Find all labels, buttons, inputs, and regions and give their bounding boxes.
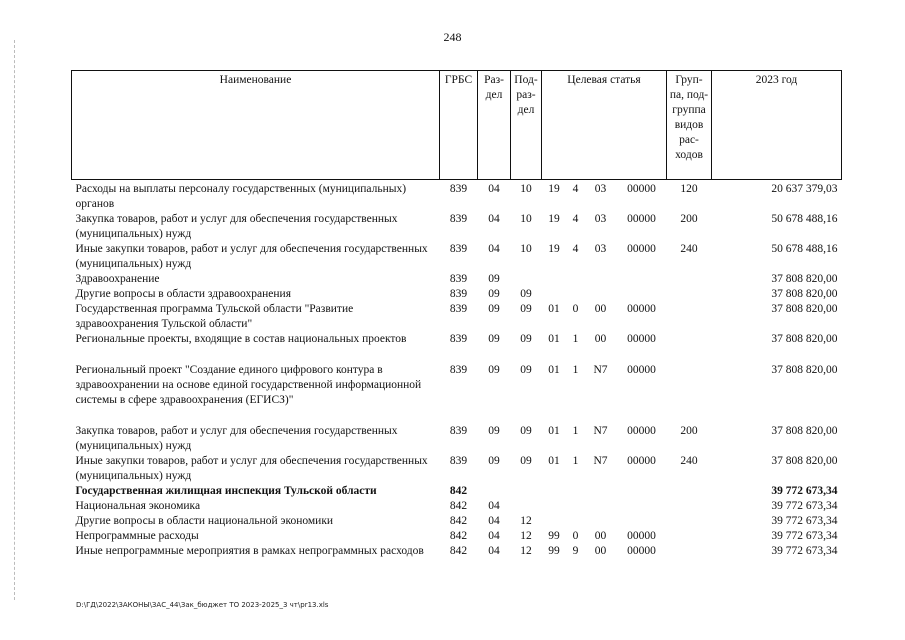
row-razdel: 04 xyxy=(478,180,511,213)
row-target-event: N7 xyxy=(593,455,608,467)
row-target-subprogram xyxy=(567,499,585,514)
row-amount: 39 772 673,34 xyxy=(771,500,838,512)
table-row xyxy=(72,180,842,213)
row-name: Расходы на выплаты персоналу государственных (муниципальных) органов xyxy=(72,180,440,213)
table-row xyxy=(72,529,842,544)
row-name: Непрограммные расходы xyxy=(75,530,199,542)
row-target-subprogram: 4 xyxy=(572,213,579,225)
row-podrazdel: 09 xyxy=(520,364,532,376)
row-expense-group: 120 xyxy=(667,180,712,213)
row-razdel: 09 xyxy=(488,303,500,315)
row-target-program xyxy=(542,484,567,499)
row-target-subprogram: 1 xyxy=(572,333,579,345)
row-razdel: 04 xyxy=(488,530,500,542)
row-target-program: 19 xyxy=(542,180,567,213)
row-target-event xyxy=(585,514,617,529)
table-row xyxy=(72,287,842,302)
row-podrazdel: 10 xyxy=(511,180,542,213)
row-name: Закупка товаров, работ и услуг для обеспечения государственных (муниципальных) нужд xyxy=(75,213,398,240)
table-row xyxy=(72,484,842,499)
row-amount: 50 678 488,16 xyxy=(771,213,838,225)
row-amount: 39 772 673,34 xyxy=(771,485,838,497)
row-name: Иные закупки товаров, работ и услуг для обеспечения государственных (муниципальных) нужд xyxy=(75,243,428,270)
row-target-event xyxy=(585,499,617,514)
row-target-code: 00000 xyxy=(627,425,656,437)
row-amount: 37 808 820,00 xyxy=(771,273,838,285)
row-podrazdel: 09 xyxy=(520,425,532,437)
header-grbs: ГРБС xyxy=(440,71,478,180)
header-group-line: группа xyxy=(672,104,706,116)
row-podrazdel: 12 xyxy=(520,545,532,557)
row-razdel: 04 xyxy=(488,515,500,527)
header-podrazdel-line: Под- xyxy=(514,74,538,86)
row-podrazdel: 12 xyxy=(520,530,532,542)
row-target-code: 00000 xyxy=(627,243,656,255)
row-podrazdel xyxy=(511,499,542,514)
row-razdel: 04 xyxy=(488,213,500,225)
row-name: Закупка товаров, работ и услуг для обеспечения государственных (муниципальных) нужд xyxy=(75,425,398,452)
row-name: Иные непрограммные мероприятия в рамках непрограммных расходов xyxy=(75,545,424,557)
table-row xyxy=(72,272,842,287)
row-target-event: N7 xyxy=(593,425,608,437)
margin-marks xyxy=(14,40,17,600)
header-row xyxy=(72,71,842,180)
row-target-program: 01 xyxy=(548,364,560,376)
row-grbs: 842 xyxy=(449,500,468,512)
row-name: Здравоохранение xyxy=(75,273,160,285)
row-grbs: 839 xyxy=(449,288,468,300)
row-amount: 37 808 820,00 xyxy=(771,333,838,345)
row-grbs: 839 xyxy=(449,273,468,285)
header-group-line: видов xyxy=(674,119,704,131)
row-grbs: 839 xyxy=(449,364,468,376)
row-name: Государственная программа Тульской области "Развитие здравоохранения Тульской области" xyxy=(75,303,354,330)
header-razdel xyxy=(478,71,511,180)
row-target-event xyxy=(585,287,617,302)
row-podrazdel xyxy=(511,484,542,499)
row-amount: 37 808 820,00 xyxy=(771,303,838,315)
row-target-code xyxy=(617,272,667,287)
table-row xyxy=(72,302,842,332)
header-group-line: Груп- xyxy=(675,74,703,86)
row-target-code: 00000 xyxy=(627,530,656,542)
row-expense-group xyxy=(667,302,712,332)
row-expense-group xyxy=(667,363,712,424)
row-razdel: 04 xyxy=(488,243,500,255)
row-target-subprogram: 4 xyxy=(567,180,585,213)
row-podrazdel: 09 xyxy=(520,303,532,315)
row-grbs: 839 xyxy=(449,213,468,225)
row-razdel: 09 xyxy=(488,425,500,437)
header-expense-group xyxy=(667,71,712,180)
row-target-subprogram xyxy=(567,514,585,529)
row-expense-group xyxy=(667,529,712,544)
row-expense-group xyxy=(667,484,712,499)
row-expense-group xyxy=(667,332,712,363)
header-podrazdel-line: раз- xyxy=(516,89,536,101)
file-path-footer: D:\ГД\2022\ЗАКОНЫ\ЗАС_44\Зак_бюджет ТО 2023-2025_3 чт\pr13.xls xyxy=(76,601,329,609)
row-target-program: 19 xyxy=(548,213,560,225)
row-target-subprogram: 0 xyxy=(572,303,579,315)
row-podrazdel: 09 xyxy=(520,288,532,300)
row-target-subprogram xyxy=(567,272,585,287)
row-expense-group: 200 xyxy=(680,425,698,437)
row-target-event: 03 xyxy=(585,180,617,213)
row-target-subprogram: 4 xyxy=(572,243,579,255)
row-expense-group: 240 xyxy=(680,243,698,255)
row-expense-group: 200 xyxy=(680,213,698,225)
row-target-code: 00000 xyxy=(617,180,667,213)
row-name: Региональные проекты, входящие в состав национальных проектов xyxy=(75,333,407,345)
row-amount: 37 808 820,00 xyxy=(771,288,838,300)
row-amount: 37 808 820,00 xyxy=(771,455,838,467)
row-target-event: N7 xyxy=(593,364,608,376)
header-target-article: Целевая статья xyxy=(542,71,667,180)
row-amount: 37 808 820,00 xyxy=(771,364,838,376)
row-target-program xyxy=(542,287,567,302)
row-target-program xyxy=(542,514,567,529)
row-expense-group xyxy=(667,544,712,559)
row-target-program: 01 xyxy=(548,425,560,437)
row-expense-group xyxy=(667,514,712,529)
row-podrazdel: 09 xyxy=(520,455,532,467)
row-name: Национальная экономика xyxy=(75,500,201,512)
row-target-event: 03 xyxy=(594,213,607,225)
row-target-event xyxy=(585,272,617,287)
row-amount: 50 678 488,16 xyxy=(771,243,838,255)
header-razdel-line: Раз- xyxy=(484,74,504,86)
row-grbs: 842 xyxy=(449,545,468,557)
row-razdel: 09 xyxy=(488,455,500,467)
table-row xyxy=(72,454,842,484)
row-target-code: 00000 xyxy=(627,455,656,467)
row-grbs: 839 xyxy=(440,180,478,213)
row-amount: 37 808 820,00 xyxy=(771,425,838,437)
row-target-code xyxy=(617,514,667,529)
row-name: Региональный проект "Создание единого цифрового контура в здравоохранении на основе единой государственной информационной системы в сфере здравоохранения (ЕГИСЗ)" xyxy=(75,364,422,406)
row-target-code: 00000 xyxy=(627,333,656,345)
row-target-subprogram: 1 xyxy=(572,455,579,467)
row-target-event: 00 xyxy=(594,545,607,557)
table-row xyxy=(72,514,842,529)
row-amount: 20 637 379,03 xyxy=(712,180,842,213)
row-target-code xyxy=(617,484,667,499)
row-name: Иные закупки товаров, работ и услуг для обеспечения государственных (муниципальных) нужд xyxy=(75,455,428,482)
row-target-subprogram xyxy=(567,287,585,302)
row-grbs: 842 xyxy=(449,485,468,497)
row-target-program: 01 xyxy=(548,455,560,467)
row-grbs: 839 xyxy=(449,243,468,255)
row-target-subprogram xyxy=(567,484,585,499)
budget-table xyxy=(71,70,842,559)
header-razdel-line: дел xyxy=(485,89,503,101)
row-target-event: 03 xyxy=(594,243,607,255)
row-grbs: 839 xyxy=(449,333,468,345)
header-podrazdel xyxy=(511,71,542,180)
row-target-program: 01 xyxy=(548,303,560,315)
row-target-subprogram: 1 xyxy=(572,364,579,376)
row-amount: 39 772 673,34 xyxy=(771,530,838,542)
row-target-code xyxy=(617,499,667,514)
row-amount: 39 772 673,34 xyxy=(771,515,838,527)
row-razdel: 09 xyxy=(488,273,500,285)
table-row xyxy=(72,424,842,454)
row-target-event: 00 xyxy=(594,303,607,315)
row-target-subprogram: 0 xyxy=(572,530,579,542)
row-target-event: 00 xyxy=(594,530,607,542)
row-target-event: 00 xyxy=(594,333,607,345)
header-group-line: па, под- xyxy=(669,89,709,101)
row-target-program: 99 xyxy=(548,545,560,557)
row-expense-group xyxy=(667,272,712,287)
row-target-code: 00000 xyxy=(627,213,656,225)
table-row xyxy=(72,499,842,514)
table-row xyxy=(72,212,842,242)
row-razdel: 09 xyxy=(488,364,500,376)
row-podrazdel: 09 xyxy=(520,333,532,345)
row-razdel xyxy=(478,484,511,499)
row-target-code: 00000 xyxy=(627,303,656,315)
row-grbs: 839 xyxy=(449,425,468,437)
row-podrazdel: 12 xyxy=(520,515,532,527)
row-name: Государственная жилищная инспекция Тульской области xyxy=(75,485,377,497)
row-name: Другие вопросы в области национальной экономики xyxy=(75,515,334,527)
row-expense-group xyxy=(667,499,712,514)
row-target-subprogram: 9 xyxy=(572,545,579,557)
row-razdel: 04 xyxy=(488,500,500,512)
row-expense-group: 240 xyxy=(680,455,698,467)
row-razdel: 04 xyxy=(488,545,500,557)
row-target-code: 00000 xyxy=(627,545,656,557)
header-group-line: рас- xyxy=(679,134,699,146)
row-target-program xyxy=(542,499,567,514)
row-target-subprogram: 1 xyxy=(572,425,579,437)
row-target-program: 19 xyxy=(548,243,560,255)
row-target-code xyxy=(617,287,667,302)
row-razdel: 09 xyxy=(488,288,500,300)
row-podrazdel xyxy=(511,272,542,287)
header-year: 2023 год xyxy=(712,71,842,180)
row-name: Другие вопросы в области здравоохранения xyxy=(75,288,291,300)
row-target-program: 01 xyxy=(548,333,560,345)
table-row xyxy=(72,242,842,272)
row-podrazdel: 10 xyxy=(520,243,532,255)
row-grbs: 839 xyxy=(449,455,468,467)
row-target-event xyxy=(585,484,617,499)
table-row xyxy=(72,363,842,424)
row-target-program xyxy=(542,272,567,287)
row-podrazdel: 10 xyxy=(520,213,532,225)
table-row xyxy=(72,332,842,363)
row-expense-group xyxy=(667,287,712,302)
row-grbs: 842 xyxy=(449,515,468,527)
header-podrazdel-line: дел xyxy=(517,104,535,116)
row-target-code: 00000 xyxy=(627,364,656,376)
page-number: 248 xyxy=(443,30,462,44)
row-amount: 39 772 673,34 xyxy=(771,545,838,557)
row-grbs: 842 xyxy=(449,530,468,542)
row-target-program: 99 xyxy=(548,530,560,542)
row-razdel: 09 xyxy=(488,333,500,345)
table-row xyxy=(72,544,842,559)
header-name: Наименование xyxy=(72,71,440,180)
row-grbs: 839 xyxy=(449,303,468,315)
header-group-line: ходов xyxy=(675,149,703,161)
